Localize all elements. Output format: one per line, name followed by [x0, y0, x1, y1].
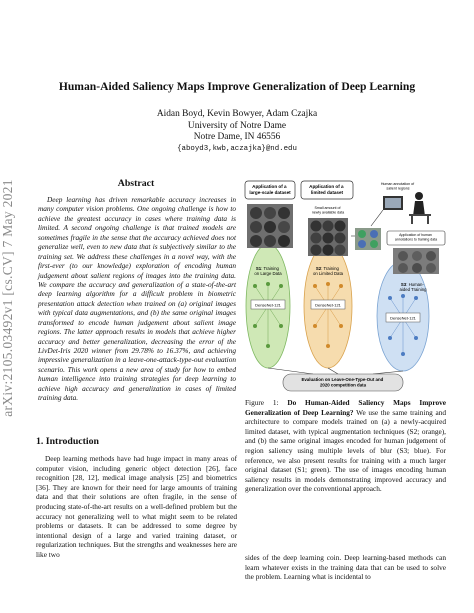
introduction-text: Deep learning methods have had huge impact in many areas of computer vision, including generic object detection [26], face recognition [28, 12], medical image analysis [25] and biometrics [36]. They are known for their need for large amounts of training data and that their solutions are often fragile, in the sense of producing state-of-the-art results on a well-defined problem but the accuracy not generalizing well to what might seem to be related problems or datasets. It can be addressed to some degree by intentional design of a large and varied training dataset, or regularization techniques. But the strengths and weaknesses here are like two	[36, 454, 237, 559]
email: {aboyd3,kwb,aczajka}@nd.edu	[177, 145, 297, 153]
affiliation: University of Notre Dame	[187, 120, 287, 131]
human-annotation-label: Human annotation of salient regions	[380, 182, 415, 191]
figure-diagram	[243, 176, 448, 394]
author-block	[60, 109, 414, 144]
abstract-body	[38, 195, 236, 403]
caption-body: We use the same training and architecture to compare models trained on (a) a newly-acquired limited dataset, with typical augmentation techniques (S2; orange), and (b) the same original images encoded for human judgement of region saliency using multiple levels of blur (S3; blue). For reference, we also present results for training with a much larger original dataset (S1; green). The use of images encoding human saliency results in models demonstrating improved accuracy and generalization over the conventional approach.	[245, 407, 446, 494]
introduction-body	[36, 454, 237, 560]
s2-label: S2: Training on Limited Data	[312, 266, 344, 276]
annotation-arrow	[371, 210, 383, 226]
limited-dataset-images	[308, 218, 348, 256]
person-at-computer-icon	[383, 192, 431, 224]
introduction-heading: 1. Introduction	[36, 436, 99, 447]
s3-eval-arrow	[373, 371, 403, 374]
apply-human-label: Application of human annotations to training data	[394, 233, 438, 242]
right-column-text	[245, 553, 446, 582]
s1-eval-arrow	[268, 368, 313, 374]
small-amount-label: Small amount of newly available data	[311, 206, 345, 215]
abstract-heading: Abstract	[117, 178, 155, 189]
evaluation-label: Evaluation on Leave-One-Type-Out and 2020 competition data	[301, 377, 384, 388]
arxiv-stamp: arXiv:2105.03492v1 [cs.CV] 7 May 2021	[0, 179, 15, 417]
abstract-text: Deep learning has driven remarkable accuracy increases in many computer vision problems. One ongoing challenge is how to achieve the greatest accuracy in cases where training data is limited. A second ongoing challenge is that trained models are sometimes fragile in the sense that the accuracy achieved does not generalize well, even to new data that is subjectively similar to the training set. We address these challenges in a novel way, with the first-ever (to our knowledge) exploration of encoding human judgement about salient regions of images into the training data. We compare the accuracy and generalization of a state-of-the-art deep learning algorithm for a difficult problem in biometric presentation attack detection when trained on (a) original images with typical data augmentations, and (b) the same original images transformed to encode human judgement about salient image regions. The latter approach results in models that achieve higher accuracy and better generalization, decreasing the error of the LivDet-Iris 2020 winner from 29.78% to 16.37%, and achieving impressive generalization in a leave-one-attack-type-out evaluation scenario. This work opens a new area of study for how to embed human intelligence into training strategies for deep learning to achieve high accuracy and generalization in cases of limited training data.	[38, 195, 236, 403]
paper-title: Human-Aided Saliency Maps Improve Generalization of Deep Learning	[58, 80, 416, 93]
caption-question: Do Human-Aided Saliency Maps Improve Generalization of Deep Learning?	[245, 398, 446, 417]
s3-label: S3: Human- aided Training	[399, 282, 427, 292]
s3-net-label: DenseNet-121	[390, 315, 416, 321]
figure-1	[243, 176, 448, 394]
s2-net-label: DenseNet-121	[315, 302, 341, 308]
large-dataset-images	[247, 204, 293, 248]
s2-eval-arrow	[328, 368, 338, 374]
annotated-images	[355, 228, 381, 250]
authors: Aidan Boyd, Kevin Bowyer, Adam Czajka	[156, 109, 318, 119]
large-dataset-title: Application of a large-scale dataset	[249, 184, 291, 195]
blurred-images	[393, 248, 439, 274]
figure-caption	[245, 398, 446, 494]
s1-net-label: DenseNet-121	[255, 302, 281, 308]
limited-dataset-title: Application of a limited dataset	[309, 184, 344, 195]
right-column-paragraph: sides of the deep learning coin. Deep learning-based methods can learn whatever exists in the training data that can be used to solve the problem. Learning what is incidental to	[245, 553, 446, 582]
s1-label: S1: Training on Large Data	[254, 266, 282, 276]
location: Notre Dame, IN 46556	[193, 132, 281, 142]
caption-prefix: Figure 1:	[245, 398, 288, 407]
